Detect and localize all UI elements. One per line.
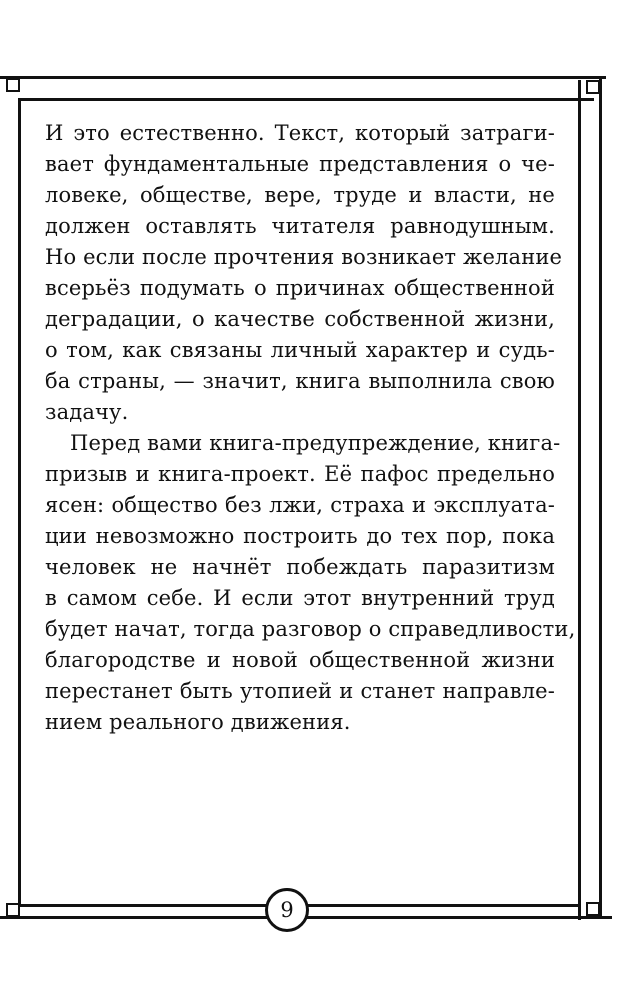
frame-top-inner-line — [18, 98, 594, 101]
text-line: Перед вами книга-предупреждение, книга- — [70, 431, 561, 455]
frame-corner-top-left — [6, 78, 20, 92]
paragraph-2 — [45, 428, 576, 738]
frame-top-outer-line — [0, 76, 606, 79]
paragraph-1 — [45, 118, 563, 428]
text-line: ба страны, — значит, книга выполнила свою — [45, 369, 555, 393]
text-line: в самом себе. И если этот внутренний труд — [45, 586, 555, 610]
text-line: перестанет быть утопией и станет направле- — [45, 679, 555, 703]
text-line: ловеке, обществе, вере, труде и власти, не — [45, 183, 555, 207]
frame-corner-top-right — [586, 80, 600, 94]
frame-corner-bottom-right — [586, 902, 600, 916]
page-number: 9 — [265, 888, 309, 932]
text-line: призыв и книга-проект. Её пафос предельно — [45, 462, 555, 486]
text-line: нием реального движения. — [45, 710, 351, 734]
text-line: задачу. — [45, 400, 129, 424]
text-line: Но если после прочтения возникает желание — [45, 245, 563, 269]
text-line: будет начат, тогда разговор о справедливости, — [45, 617, 576, 641]
frame-corner-bottom-left — [6, 903, 20, 917]
text-line: И это естественно. Текст, который затраги- — [45, 121, 555, 145]
frame-right-inner-line — [578, 80, 581, 920]
text-line: ясен: общество без лжи, страха и эксплуата- — [45, 493, 555, 517]
text-line: должен оставлять читателя равнодушным. — [45, 214, 555, 238]
body-text — [45, 118, 576, 738]
text-line: благородстве и новой общественной жизни — [45, 648, 555, 672]
text-line: деградации, о качестве собственной жизни, — [45, 307, 555, 331]
text-line: всерьёз подумать о причинах общественной — [45, 276, 555, 300]
text-line: о том, как связаны личный характер и судь- — [45, 338, 555, 362]
text-line: вает фундаментальные представления о че- — [45, 152, 555, 176]
frame-left-line — [18, 98, 21, 906]
text-line: человек не начнёт побеждать паразитизм — [45, 555, 555, 579]
frame-right-outer-line — [599, 78, 602, 916]
text-line: ции невозможно построить до тех пор, пока — [45, 524, 555, 548]
